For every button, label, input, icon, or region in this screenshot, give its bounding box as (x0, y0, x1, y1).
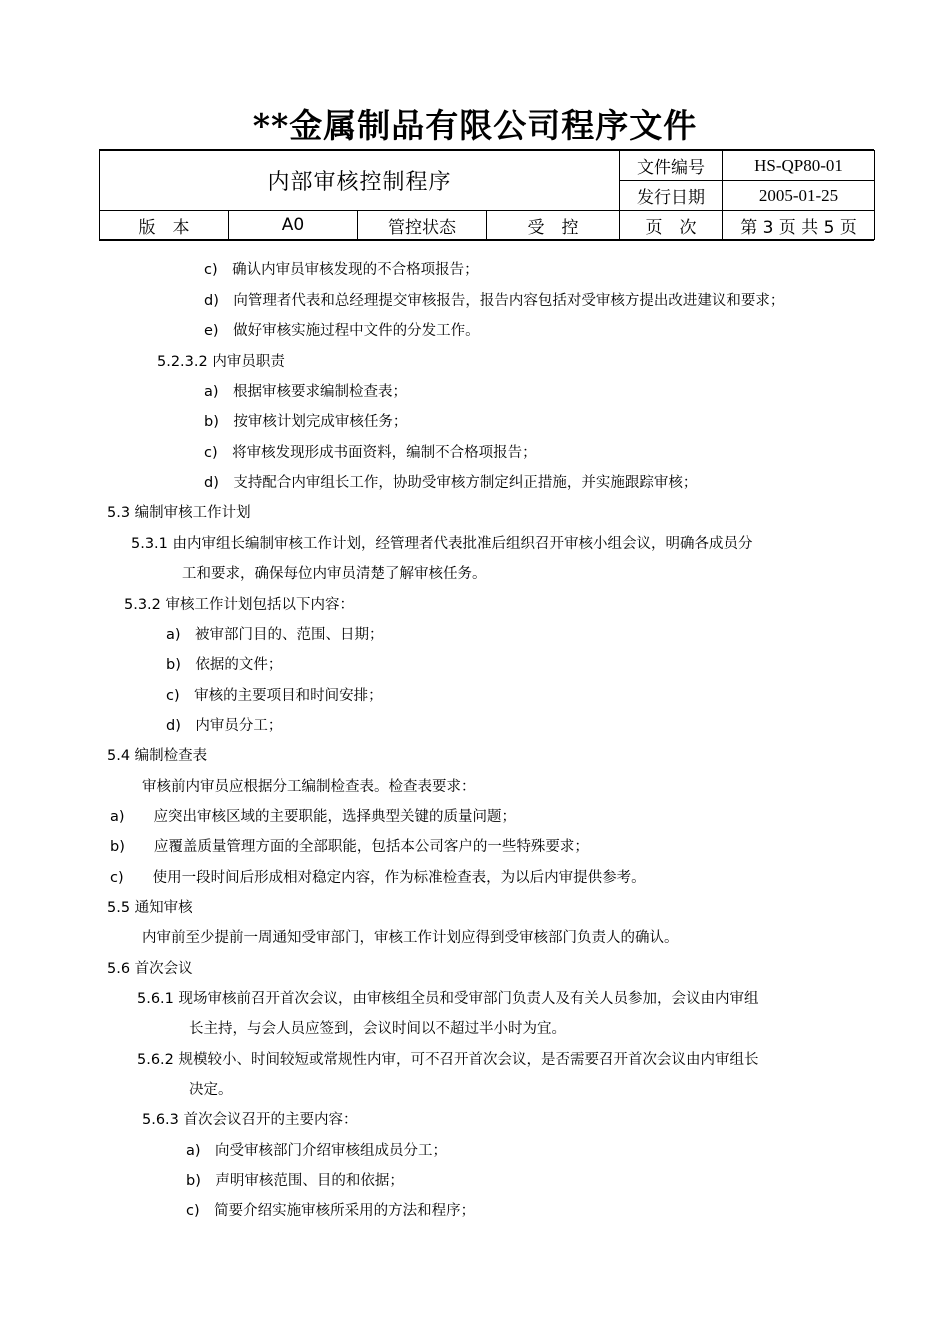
section-heading: 5.3 编制审核工作计划 (107, 505, 251, 521)
body-line: 工和要求，确保每位内审员清楚了解审核任务。 (182, 566, 487, 582)
body-line: 决定。 (189, 1082, 233, 1098)
page-value: 第 3 页 共 5 页 (723, 211, 875, 240)
control-status-value: 受 控 (487, 211, 620, 240)
section-heading: 5.4 编制检查表 (107, 748, 208, 764)
body-line: 5.3.1 由内审组长编制审核工作计划，经管理者代表批准后组织召开审核小组会议，明确各成员分 (131, 536, 753, 552)
section-heading: 5.2.3.2 内审员职责 (157, 354, 285, 370)
body-line: a) 应突出审核区域的主要职能，选择典型关键的质量问题； (110, 809, 517, 825)
body-line: c) 简要介绍实施审核所采用的方法和程序； (186, 1203, 476, 1219)
doc-no-label: 文件编号 (620, 151, 723, 181)
issue-date-label: 发行日期 (620, 181, 723, 211)
version-label: 版 本 (100, 211, 229, 240)
body-line: b) 按审核计划完成审核任务； (204, 414, 408, 430)
document-title: **金属制品有限公司程序文件 (252, 106, 698, 145)
body-line: c) 审核的主要项目和时间安排； (166, 688, 383, 704)
version-value: A0 (229, 211, 358, 240)
body-line: 长主持，与会人员应签到，会议时间以不超过半小时为宜。 (189, 1021, 566, 1037)
page-label: 页 次 (620, 211, 723, 240)
body-line: d) 支持配合内审组长工作，协助受审核方制定纠正措施，并实施跟踪审核； (204, 475, 698, 491)
section-heading: 5.3.2 审核工作计划包括以下内容： (124, 597, 355, 613)
body-line: 审核前内审员应根据分工编制检查表。检查表要求： (142, 779, 476, 795)
section-heading: 5.6 首次会议 (107, 961, 193, 977)
body-line: e) 做好审核实施过程中文件的分发工作。 (204, 323, 480, 339)
doc-no-value: HS-QP80-01 (723, 151, 875, 181)
body-line: c) 确认内审员审核发现的不合格项报告； (204, 262, 479, 278)
body-line: d) 内审员分工； (166, 718, 283, 734)
issue-date-value: 2005-01-25 (723, 181, 875, 211)
body-line: d) 向管理者代表和总经理提交审核报告，报告内容包括对受审核方提出改进建议和要求； (204, 293, 785, 309)
section-heading: 5.6.3 首次会议召开的主要内容： (142, 1112, 358, 1128)
procedure-name: 内部审核控制程序 (100, 151, 620, 211)
body-line: 内审前至少提前一周通知受审部门，审核工作计划应得到受审核部门负责人的确认。 (142, 930, 679, 946)
body-line: b) 应覆盖质量管理方面的全部职能，包括本公司客户的一些特殊要求； (110, 839, 589, 855)
body-line: c) 使用一段时间后形成相对稳定内容，作为标准检查表，为以后内审提供参考。 (110, 870, 646, 886)
body-line: a) 向受审核部门介绍审核组成员分工； (186, 1143, 448, 1159)
body-line: a) 根据审核要求编制检查表； (204, 384, 408, 400)
control-status-label: 管控状态 (358, 211, 487, 240)
body-line: 5.6.2 规模较小、时间较短或常规性内审，可不召开首次会议，是否需要召开首次会议由内审组长 (137, 1052, 759, 1068)
body-line: 5.6.1 现场审核前召开首次会议，由审核组全员和受审部门负责人及有关人员参加，会议由内审组 (137, 991, 759, 1007)
document-header-table (99, 150, 875, 240)
header-bottom-rule (99, 239, 874, 241)
body-line: a) 被审部门目的、范围、日期； (166, 627, 384, 643)
section-heading: 5.5 通知审核 (107, 900, 193, 916)
body-line: b) 依据的文件； (166, 657, 283, 673)
body-line: b) 声明审核范围、目的和依据； (186, 1173, 404, 1189)
body-line: c) 将审核发现形成书面资料，编制不合格项报告； (204, 445, 537, 461)
